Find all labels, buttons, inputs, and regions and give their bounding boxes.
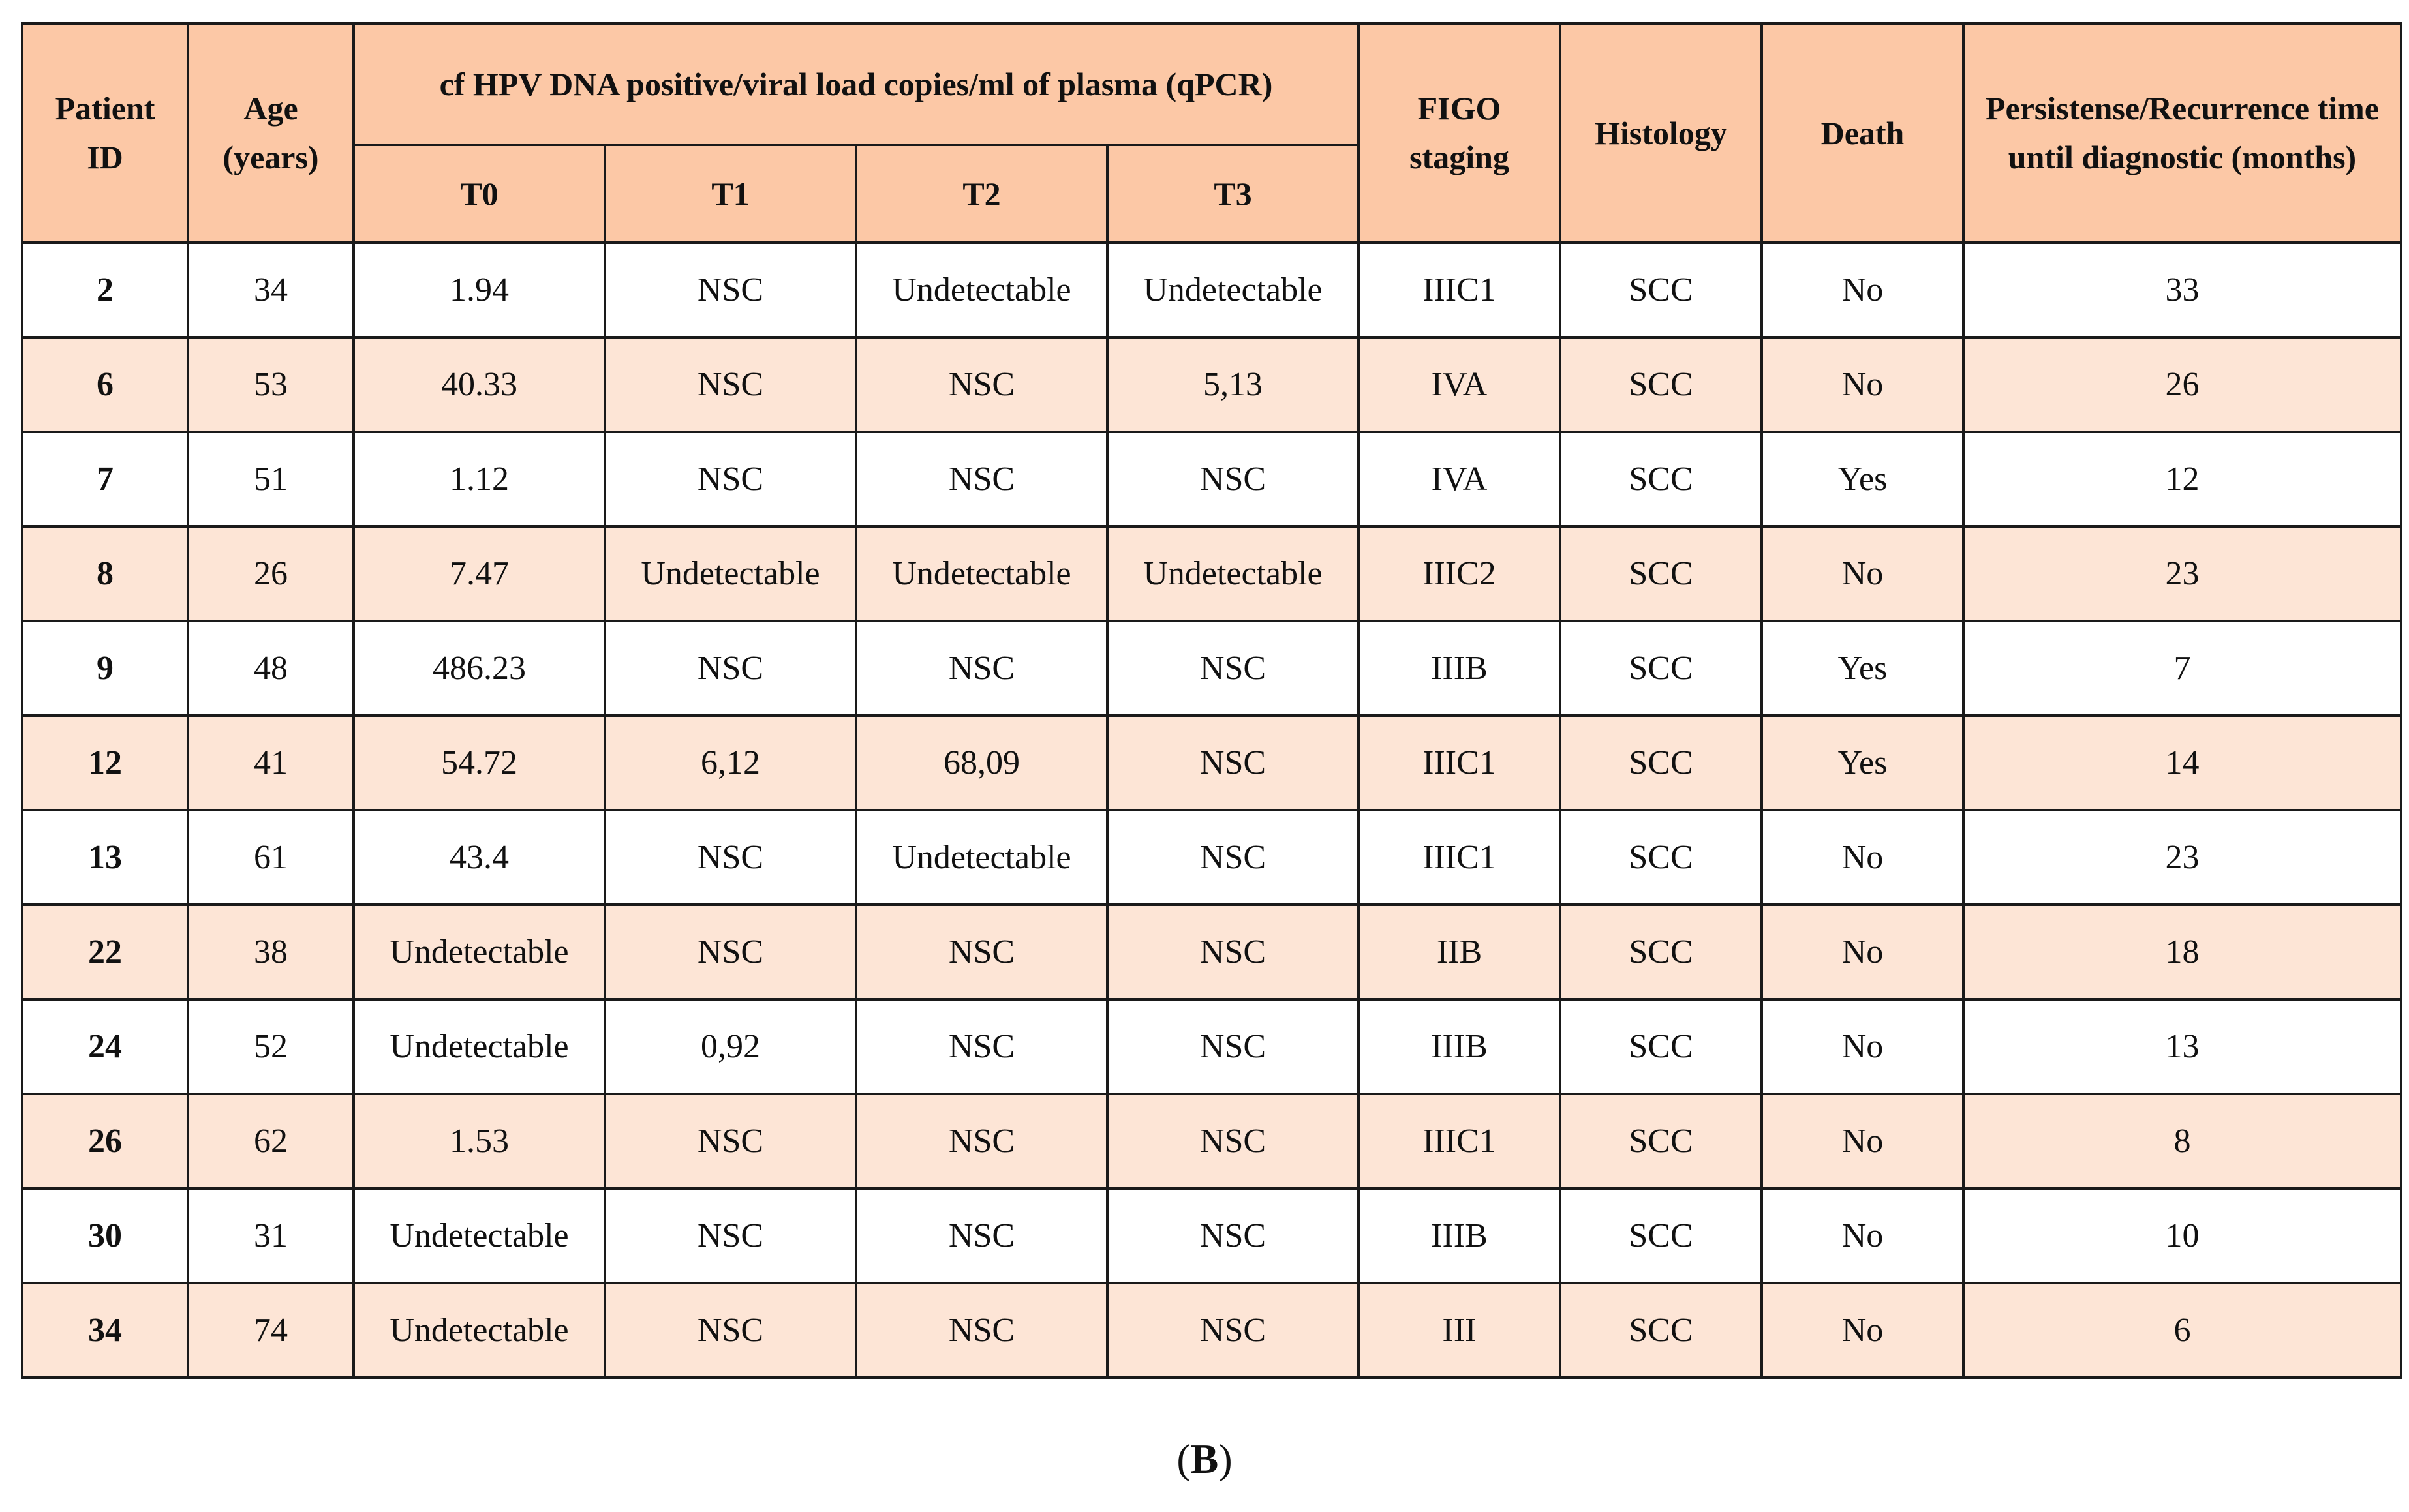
cell-t3: NSC — [1107, 621, 1358, 716]
table-row — [22, 1094, 2401, 1188]
cell-histology: SCC — [1560, 1188, 1762, 1283]
cell-t3: NSC — [1107, 905, 1358, 999]
cell-months: 6 — [1963, 1283, 2401, 1378]
table-row — [22, 999, 2401, 1094]
table-header — [22, 23, 2401, 243]
cell-death: No — [1762, 526, 1963, 621]
table-row — [22, 621, 2401, 716]
table-row — [22, 1188, 2401, 1283]
cell-t0: 54.72 — [354, 716, 605, 810]
cell-histology: SCC — [1560, 526, 1762, 621]
cell-histology: SCC — [1560, 999, 1762, 1094]
cell-patient-id: 34 — [22, 1283, 188, 1378]
cell-death: No — [1762, 999, 1963, 1094]
cell-months: 33 — [1963, 243, 2401, 337]
cell-death: No — [1762, 1094, 1963, 1188]
cell-patient-id: 8 — [22, 526, 188, 621]
cell-figo: III — [1358, 1283, 1560, 1378]
cell-months: 7 — [1963, 621, 2401, 716]
cell-figo: IIIB — [1358, 1188, 1560, 1283]
cell-figo: IIIC2 — [1358, 526, 1560, 621]
cell-t1: Undetectable — [605, 526, 856, 621]
cell-t2: NSC — [856, 1094, 1107, 1188]
cell-death: No — [1762, 905, 1963, 999]
cell-t3: NSC — [1107, 999, 1358, 1094]
cell-t2: Undetectable — [856, 810, 1107, 905]
header-histology: Histology — [1560, 23, 1762, 243]
cell-t0: Undetectable — [354, 1283, 605, 1378]
header-t0: T0 — [354, 145, 605, 243]
cell-months: 13 — [1963, 999, 2401, 1094]
cell-death: No — [1762, 1283, 1963, 1378]
cell-t0: Undetectable — [354, 999, 605, 1094]
cell-patient-id: 22 — [22, 905, 188, 999]
cell-patient-id: 2 — [22, 243, 188, 337]
header-figo-staging: FIGO staging — [1358, 23, 1560, 243]
cell-age: 34 — [188, 243, 354, 337]
cell-patient-id: 13 — [22, 810, 188, 905]
cell-patient-id: 12 — [22, 716, 188, 810]
cell-t3: NSC — [1107, 432, 1358, 526]
cell-t0: 486.23 — [354, 621, 605, 716]
table-row — [22, 810, 2401, 905]
cell-t1: NSC — [605, 905, 856, 999]
header-patient-id: Patient ID — [22, 23, 188, 243]
cell-patient-id: 30 — [22, 1188, 188, 1283]
cell-age: 41 — [188, 716, 354, 810]
cell-months: 26 — [1963, 337, 2401, 432]
cell-histology: SCC — [1560, 1283, 1762, 1378]
cell-t1: NSC — [605, 337, 856, 432]
cell-t0: 1.53 — [354, 1094, 605, 1188]
cell-figo: IVA — [1358, 337, 1560, 432]
cell-t1: NSC — [605, 1188, 856, 1283]
cell-figo: IIB — [1358, 905, 1560, 999]
cell-histology: SCC — [1560, 905, 1762, 999]
cell-t1: NSC — [605, 1283, 856, 1378]
cell-histology: SCC — [1560, 1094, 1762, 1188]
cell-age: 48 — [188, 621, 354, 716]
caption-close-paren: ) — [1218, 1436, 1233, 1482]
header-recurrence-time: Persistense/Recurrence time until diagnostic (months) — [1963, 23, 2401, 243]
cell-t2: NSC — [856, 999, 1107, 1094]
cell-t3: 5,13 — [1107, 337, 1358, 432]
cell-t1: NSC — [605, 243, 856, 337]
cell-t3: Undetectable — [1107, 243, 1358, 337]
cell-death: Yes — [1762, 432, 1963, 526]
cell-histology: SCC — [1560, 810, 1762, 905]
cell-t1: 6,12 — [605, 716, 856, 810]
cell-t0: Undetectable — [354, 1188, 605, 1283]
hpv-results-table — [21, 22, 2402, 1379]
cell-months: 18 — [1963, 905, 2401, 999]
cell-age: 61 — [188, 810, 354, 905]
cell-figo: IVA — [1358, 432, 1560, 526]
cell-t1: NSC — [605, 621, 856, 716]
cell-death: No — [1762, 1188, 1963, 1283]
table-row — [22, 243, 2401, 337]
header-t3: T3 — [1107, 145, 1358, 243]
cell-t3: Undetectable — [1107, 526, 1358, 621]
cell-t2: NSC — [856, 337, 1107, 432]
cell-patient-id: 24 — [22, 999, 188, 1094]
cell-histology: SCC — [1560, 432, 1762, 526]
cell-t1: NSC — [605, 1094, 856, 1188]
cell-age: 31 — [188, 1188, 354, 1283]
cell-months: 10 — [1963, 1188, 2401, 1283]
cell-histology: SCC — [1560, 337, 1762, 432]
header-death: Death — [1762, 23, 1963, 243]
table-row — [22, 526, 2401, 621]
table-row — [22, 337, 2401, 432]
cell-age: 74 — [188, 1283, 354, 1378]
cell-death: No — [1762, 810, 1963, 905]
cell-t3: NSC — [1107, 1094, 1358, 1188]
cell-t2: NSC — [856, 432, 1107, 526]
cell-months: 12 — [1963, 432, 2401, 526]
cell-t2: NSC — [856, 621, 1107, 716]
cell-t3: NSC — [1107, 1283, 1358, 1378]
cell-t1: NSC — [605, 810, 856, 905]
cell-age: 38 — [188, 905, 354, 999]
cell-t0: 43.4 — [354, 810, 605, 905]
cell-t2: Undetectable — [856, 526, 1107, 621]
cell-t0: 7.47 — [354, 526, 605, 621]
cell-months: 14 — [1963, 716, 2401, 810]
cell-t2: Undetectable — [856, 243, 1107, 337]
header-t1: T1 — [605, 145, 856, 243]
cell-patient-id: 7 — [22, 432, 188, 526]
table-body — [22, 243, 2401, 1378]
header-t2: T2 — [856, 145, 1107, 243]
cell-death: No — [1762, 337, 1963, 432]
table-row — [22, 716, 2401, 810]
cell-figo: IIIC1 — [1358, 810, 1560, 905]
cell-t2: NSC — [856, 905, 1107, 999]
cell-figo: IIIC1 — [1358, 243, 1560, 337]
cell-t0: Undetectable — [354, 905, 605, 999]
header-age: Age (years) — [188, 23, 354, 243]
cell-patient-id: 9 — [22, 621, 188, 716]
cell-figo: IIIC1 — [1358, 1094, 1560, 1188]
cell-histology: SCC — [1560, 243, 1762, 337]
cell-patient-id: 26 — [22, 1094, 188, 1188]
cell-t0: 40.33 — [354, 337, 605, 432]
cell-age: 62 — [188, 1094, 354, 1188]
cell-age: 53 — [188, 337, 354, 432]
cell-t1: NSC — [605, 432, 856, 526]
cell-age: 52 — [188, 999, 354, 1094]
cell-t3: NSC — [1107, 716, 1358, 810]
cell-t2: NSC — [856, 1188, 1107, 1283]
cell-death: Yes — [1762, 621, 1963, 716]
caption-letter: B — [1190, 1436, 1219, 1482]
header-hpv-viral-load: cf HPV DNA positive/viral load copies/ml of plasma (qPCR) — [354, 23, 1358, 145]
cell-t0: 1.12 — [354, 432, 605, 526]
table-row — [22, 1283, 2401, 1378]
cell-figo: IIIB — [1358, 999, 1560, 1094]
table-row — [22, 905, 2401, 999]
caption-open-paren: ( — [1176, 1436, 1191, 1482]
results-table-container — [21, 22, 2400, 1379]
cell-death: Yes — [1762, 716, 1963, 810]
cell-t2: 68,09 — [856, 716, 1107, 810]
cell-patient-id: 6 — [22, 337, 188, 432]
cell-t0: 1.94 — [354, 243, 605, 337]
cell-age: 51 — [188, 432, 354, 526]
cell-t3: NSC — [1107, 1188, 1358, 1283]
figure-caption — [0, 1435, 2409, 1483]
cell-histology: SCC — [1560, 716, 1762, 810]
cell-months: 23 — [1963, 526, 2401, 621]
cell-figo: IIIC1 — [1358, 716, 1560, 810]
cell-histology: SCC — [1560, 621, 1762, 716]
cell-age: 26 — [188, 526, 354, 621]
cell-t1: 0,92 — [605, 999, 856, 1094]
cell-death: No — [1762, 243, 1963, 337]
cell-t2: NSC — [856, 1283, 1107, 1378]
cell-t3: NSC — [1107, 810, 1358, 905]
cell-figo: IIIB — [1358, 621, 1560, 716]
table-row — [22, 432, 2401, 526]
cell-months: 23 — [1963, 810, 2401, 905]
cell-months: 8 — [1963, 1094, 2401, 1188]
